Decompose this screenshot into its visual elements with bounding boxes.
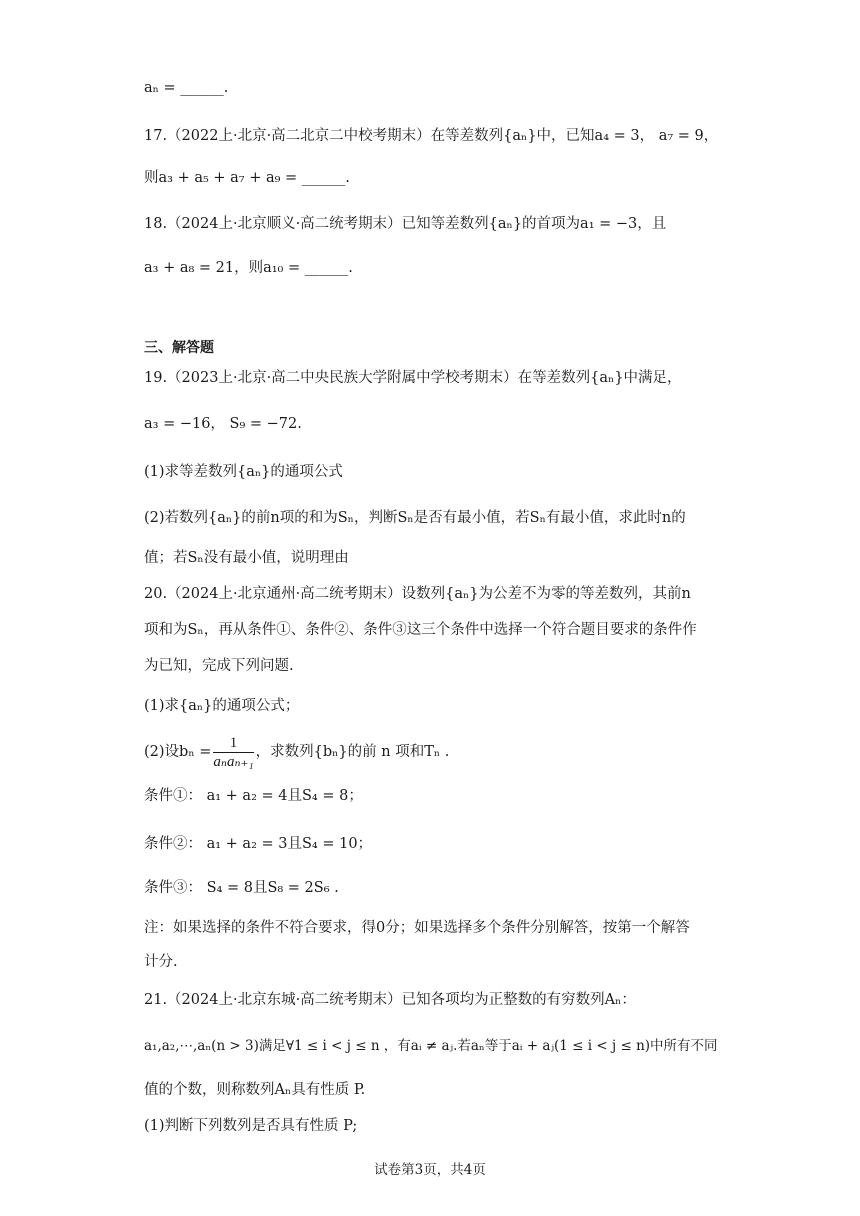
q18-text: 18.（2024上·北京顺义·高二统考期末）已知等差数列{aₙ}的首项为a₁ = −3，且 <box>144 216 667 232</box>
q20-note: 注：如果选择的条件不符合要求，得0分；如果选择多个条件分别解答，按第一个解答 <box>144 920 690 936</box>
q21-text-cont2: 值的个数，则称数列Aₙ具有性质 P. <box>144 1082 366 1098</box>
q20-condition-2: 条件②： a₁ + a₂ = 3且S₄ = 10； <box>144 836 373 852</box>
q19-part2-cont: 值；若Sₙ没有最小值，说明理由 <box>144 550 349 566</box>
q20-condition-3: 条件③： S₄ = 8且S₈ = 2S₆ . <box>144 880 339 896</box>
q20-part2 <box>144 732 449 772</box>
q16-answer-line: aₙ = ______. <box>144 80 229 96</box>
fraction <box>213 734 253 771</box>
q21-text: 21.（2024上·北京东城·高二统考期末）已知各项均为正整数的有穷数列Aₙ： <box>144 992 636 1008</box>
q19-text: 19.（2023上·北京·高二中央民族大学附属中学校考期末）在等差数列{aₙ}中满足， <box>144 370 682 386</box>
q17-text: 17.（2022上·北京·高二北京二中校考期末）在等差数列{aₙ}中，已知a₄ = 3， a₇ = 9， <box>144 128 719 144</box>
q20-note-cont: 计分. <box>144 954 178 970</box>
q20-text-cont: 项和为Sₙ，再从条件①、条件②、条件③这三个条件中选择一个符合题目要求的条件作 <box>144 622 697 638</box>
page-footer: 试卷第3页，共4页 <box>374 1162 486 1178</box>
q20-condition-1: 条件①： a₁ + a₂ = 4且S₄ = 8； <box>144 788 363 804</box>
q17-text-cont: 则a₃ + a₅ + a₇ + a₉ = ______. <box>144 170 350 186</box>
q19-part1: (1)求等差数列{aₙ}的通项公式 <box>144 464 343 480</box>
q21-part1: (1)判断下列数列是否具有性质 P; <box>144 1118 358 1134</box>
q21-text-cont: a₁,a₂,⋯,aₙ(n > 3)满足∀1 ≤ i < j ≤ n ，有aᵢ ≠ aⱼ.若aₙ等于aᵢ + aⱼ(1 ≤ i < j ≤ n)中所有不同 <box>144 1038 718 1054</box>
q20-part2-suffix: ，求数列{bₙ}的前 n 项和Tₙ . <box>255 744 450 760</box>
q18-text-cont: a₃ + a₈ = 21，则a₁₀ = ______. <box>144 260 353 276</box>
q20-part2-prefix: (2)设bₙ = <box>144 744 212 760</box>
q20-text-cont2: 为已知，完成下列问题. <box>144 658 294 674</box>
section-title: 三、解答题 <box>144 340 214 356</box>
q19-given: a₃ = −16， S₉ = −72. <box>144 416 302 432</box>
q20-part1: (1)求{aₙ}的通项公式； <box>144 698 300 714</box>
q19-part2: (2)若数列{aₙ}的前n项的和为Sₙ，判断Sₙ是否有最小值，若Sₙ有最小值，求此时n的 <box>144 510 686 526</box>
fraction-denominator: aₙaₙ₊₁ <box>213 753 254 770</box>
q20-text: 20.（2024上·北京通州·高二统考期末）设数列{aₙ}为公差不为零的等差数列，其前n <box>144 586 691 602</box>
fraction-numerator: 1 <box>213 734 253 753</box>
